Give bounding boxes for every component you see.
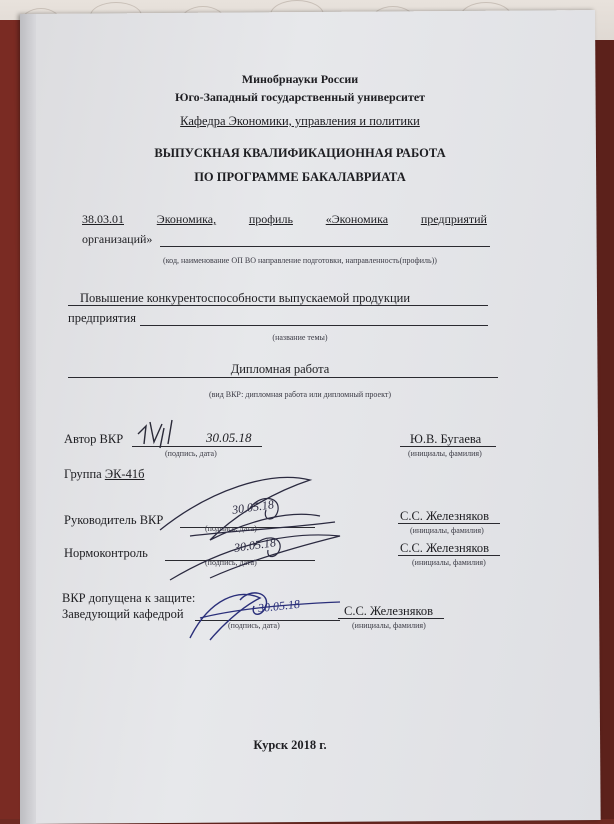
work-type-caption: (вид ВКР: дипломная работа или дипломный проект) (208, 390, 392, 399)
work-type: Дипломная работа (230, 362, 330, 376)
admission-line-1: ВКР допущена к защите: (62, 591, 196, 605)
admission-sign-caption: (подпись, дата) (228, 621, 280, 630)
underline (68, 377, 498, 378)
normcontrol-name: С.С. Железняков (400, 541, 490, 555)
admission-name-caption: (инициалы, фамилия) (352, 621, 426, 630)
normcontrol-label: Нормоконтроль (64, 546, 148, 560)
underline (68, 305, 488, 306)
city-year: Курск 2018 г. (253, 738, 327, 752)
program-word: Экономика, (156, 212, 217, 226)
supervisor-signature (150, 470, 350, 590)
topic-caption: (название темы) (272, 333, 328, 342)
program-line-2: организаций» (82, 232, 153, 246)
head-signature-date: 30.05.18 (257, 596, 301, 616)
author-sign-caption: (подпись, дата) (165, 449, 217, 458)
supervisor-name: С.С. Железняков (400, 509, 490, 523)
supervisor-name-caption: (инициалы, фамилия) (410, 526, 484, 535)
normcontrol-name-caption: (инициалы, фамилия) (412, 558, 486, 567)
ministry: Минобрнауки России (241, 72, 359, 86)
underline (338, 618, 444, 619)
program-line-1 (82, 212, 487, 227)
page-binding (20, 14, 36, 824)
topic-line-2: предприятия (68, 311, 136, 325)
group-value: ЭК-41б (104, 467, 145, 481)
supervisor-label: Руководитель ВКР (64, 513, 164, 527)
underline (398, 555, 500, 556)
department: Кафедра Экономики, управления и политики (180, 114, 420, 128)
author-signature (132, 414, 192, 450)
author-date: 30.05.18 (206, 430, 252, 445)
supervisor-signature-date: 30.05.18 (231, 497, 275, 517)
supervisor-sign-caption: (подпись, дата) (205, 524, 257, 533)
title-line-2: ПО ПРОГРАММЕ БАКАЛАВРИАТА (194, 170, 406, 184)
program-word: профиль (248, 212, 293, 226)
document-page (20, 10, 601, 824)
group-row (64, 467, 144, 482)
topic-line-1: Повышение конкурентоспособности выпускаемой продукции (80, 291, 411, 305)
program-caption: (код, наименование ОП ВО направление подготовки, направленность(профиль)) (163, 256, 437, 265)
underline (400, 446, 496, 447)
underline (398, 523, 500, 524)
author-name-caption: (инициалы, фамилия) (408, 449, 482, 458)
author-name: Ю.В. Бугаева (410, 432, 482, 446)
title-line-1: ВЫПУСКНАЯ КВАЛИФИКАЦИОННАЯ РАБОТА (154, 146, 446, 160)
author-label: Автор ВКР (64, 432, 124, 446)
group-label: Группа (64, 467, 102, 481)
program-word: «Экономика (325, 212, 389, 226)
admission-name: С.С. Железняков (344, 604, 434, 618)
normcontrol-sign-caption: (подпись, дата) (205, 558, 257, 567)
underline (140, 325, 488, 326)
normcontrol-signature-date: 30.05.18 (233, 535, 277, 555)
admission-line-2: Заведующий кафедрой (62, 607, 184, 621)
program-word: предприятий (420, 212, 487, 226)
program-code: 38.03.01 (82, 212, 124, 226)
university-name: Юго-Западный государственный университет (174, 90, 426, 104)
underline (160, 246, 490, 247)
